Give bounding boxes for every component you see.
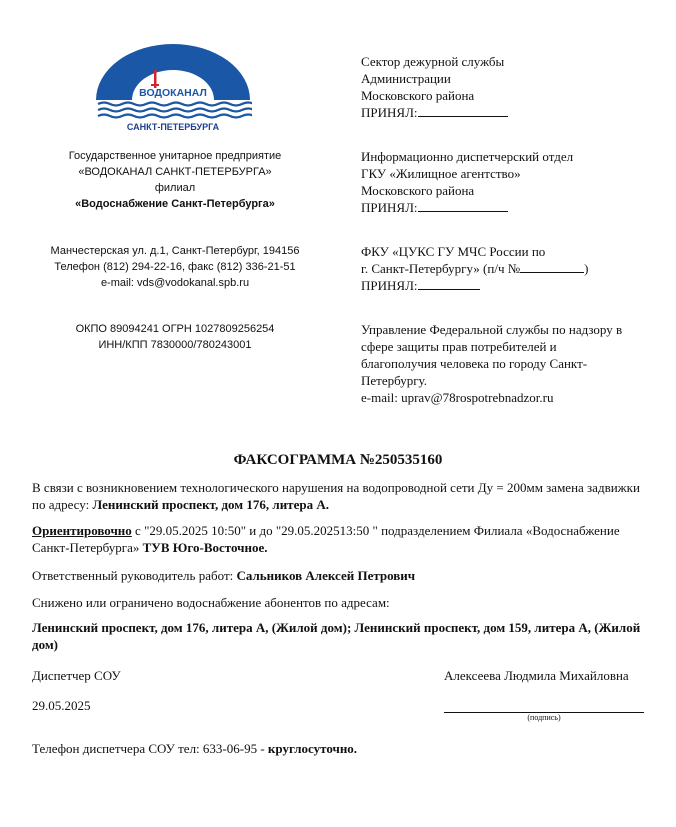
recipient-1-accepted <box>361 104 651 121</box>
org-line-3: филиал <box>154 182 196 194</box>
signature-caption: (подпись) <box>527 713 561 722</box>
recipient-1 <box>361 53 651 121</box>
recipient-3-accepted <box>361 277 651 294</box>
fax-date: 29.05.2025 <box>32 698 91 713</box>
recipient-4-line-4: Петербургу. <box>361 373 428 388</box>
recipient-2-line-3: Московского района <box>361 183 475 198</box>
recipient-1-line-2: Администрации <box>361 71 451 86</box>
org-line-1: Государственное унитарное предприятие <box>68 150 282 162</box>
vodokanal-logo <box>94 44 252 134</box>
schedule-text: с "29.05.2025 10:50" и до "29.05.202513:50 " подразделением Филиала «Водоснабжение Санкт-Петербурга» <box>32 523 620 555</box>
schedule-unit: ТУВ Юго-Восточное. <box>142 540 268 555</box>
logo-wordmark: ВОДОКАНАЛ <box>139 87 207 99</box>
logo-city: САНКТ-ПЕТЕРБУРГА <box>126 122 220 132</box>
recipient-3-line-1: ФКУ «ЦУКС ГУ МЧС России по <box>361 244 546 259</box>
recipient-1-line-3: Московского района <box>361 88 475 103</box>
accepted-label: ПРИНЯЛ: <box>361 105 418 120</box>
recipient-4-line-3: благополучия человека по городу Санкт- <box>361 356 588 371</box>
org-name-block <box>40 148 310 212</box>
accepted-blank-line <box>418 104 508 117</box>
org-okpo: ОКПО 89094241 ОГРН 1027809256254 <box>75 323 275 335</box>
accepted-label: ПРИНЯЛ: <box>361 278 418 293</box>
incident-text: В связи с возникновением технологического нарушения на водопроводной сети Ду = 200мм замена задвижки по адресу: <box>32 480 640 512</box>
recipient-4 <box>361 321 651 406</box>
recipient-4-line-2: сфере защиты прав потребителей и <box>361 339 557 354</box>
org-phone: Телефон (812) 294-22-16, факс (812) 336-21-51 <box>54 261 296 273</box>
schedule-lead: Ориентировочно <box>32 523 132 538</box>
fax-paragraph-incident <box>32 479 642 513</box>
org-inn: ИНН/КПП 7830000/780243001 <box>98 339 252 351</box>
logo-waves <box>98 103 252 118</box>
recipient-2-accepted <box>361 199 651 216</box>
recipient-4-email: e-mail: uprav@78rospotrebnadzor.ru <box>361 390 554 405</box>
responsible-label: Ответственный руководитель работ: <box>32 568 237 583</box>
recipient-3-line-2-text: г. Санкт-Петербургу» (п/ч № <box>361 261 521 276</box>
org-line-4: «Водоснабжение Санкт-Петербурга» <box>75 198 275 210</box>
org-line-2: «ВОДОКАНАЛ САНКТ-ПЕТЕРБУРГА» <box>78 166 272 178</box>
fax-paragraph-schedule <box>32 522 642 556</box>
unit-number-blank-line <box>520 260 584 273</box>
fax-paragraph-responsible <box>32 567 642 584</box>
org-address: Манчестерская ул. д.1, Санкт-Петербург, 194156 <box>50 245 300 257</box>
fax-paragraph-affected-intro: Снижено или ограничено водоснабжение абонентов по адресам: <box>32 595 390 610</box>
recipient-3 <box>361 243 651 294</box>
dispatcher-phone <box>32 740 642 757</box>
fax-paragraph-affected-addresses: Ленинский проспект, дом 176, литера А, (Жилой дом); Ленинский проспект, дом 159, литера А, (Жилой дом) <box>32 620 641 652</box>
fax-title: ФАКСОГРАММА №250535160 <box>233 452 443 468</box>
dispatcher-phone-hours: круглосуточно. <box>267 741 358 756</box>
accepted-label: ПРИНЯЛ: <box>361 200 418 215</box>
dispatcher-label: Диспетчер СОУ <box>32 668 121 683</box>
recipient-4-line-1: Управление Федеральной службы по надзору в <box>361 322 623 337</box>
recipient-3-line-2 <box>361 260 651 277</box>
recipient-2-line-2: ГКУ «Жилищное агентство» <box>361 166 521 181</box>
accepted-blank-line <box>418 199 508 212</box>
incident-address: Ленинский проспект, дом 176, литера А. <box>92 497 329 512</box>
recipient-2-line-1: Информационно диспетчерский отдел <box>361 149 574 164</box>
responsible-name: Сальников Алексей Петрович <box>236 568 416 583</box>
org-email: e-mail: vds@vodokanal.spb.ru <box>100 277 250 289</box>
recipient-1-line-1: Сектор дежурной службы <box>361 54 505 69</box>
org-contacts-block <box>40 243 310 291</box>
recipient-2 <box>361 148 651 216</box>
accepted-blank-line <box>418 277 480 290</box>
recipient-3-line-2-close: ) <box>584 261 589 276</box>
org-codes-block <box>40 321 310 353</box>
dispatcher-name: Алексеева Людмила Михайловна <box>444 668 629 683</box>
dispatcher-phone-text: Телефон диспетчера СОУ тел: 633-06-95 - <box>32 741 268 756</box>
